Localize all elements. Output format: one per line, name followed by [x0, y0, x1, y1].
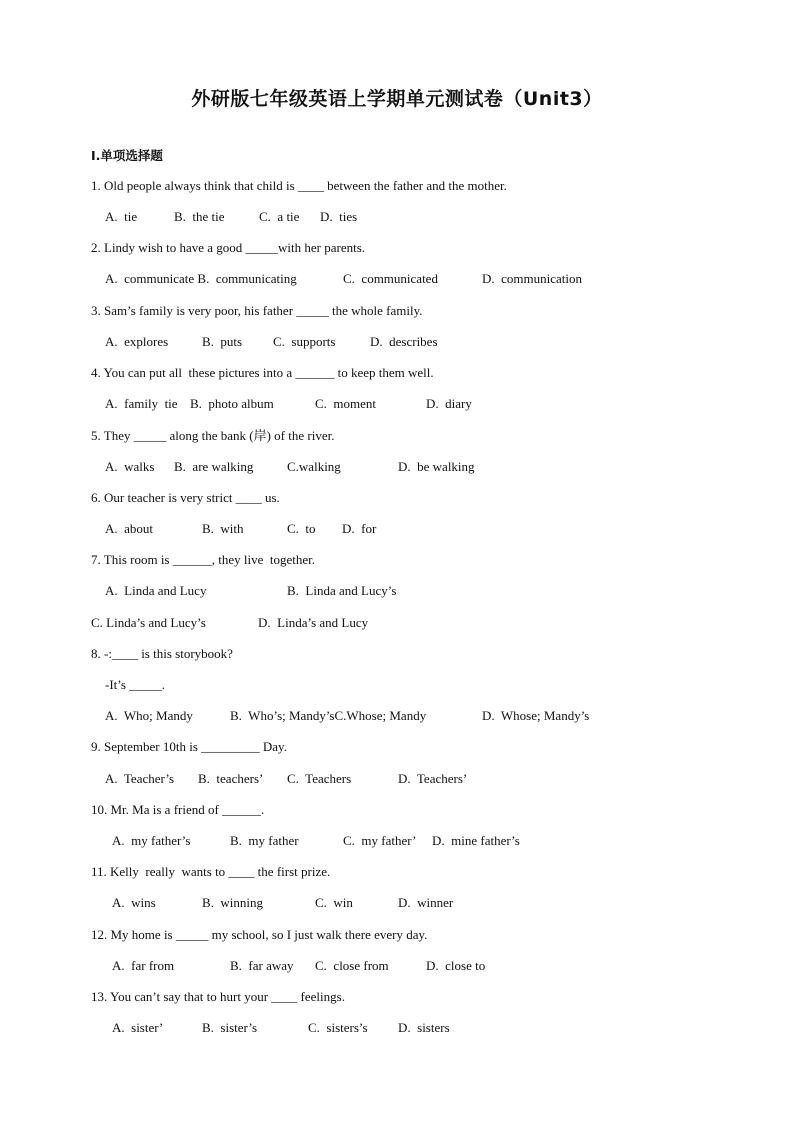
option-d: D. diary — [426, 396, 472, 411]
option-d: D. close to — [426, 958, 486, 973]
question-stem: 10. Mr. Ma is a friend of ______. — [91, 802, 265, 817]
option-b: B. are walking — [174, 459, 254, 474]
option-b: B. teachers’ — [198, 771, 264, 786]
option-b: B. photo album — [190, 396, 274, 411]
question-stem: 9. September 10th is _________ Day. — [91, 739, 287, 754]
option-d: D. mine father’s — [432, 833, 520, 848]
page-title: 外研版七年级英语上学期单元测试卷（Unit3） — [191, 88, 603, 110]
question-stem: 8. -:____ is this storybook? — [91, 646, 233, 661]
option-c: C. Teachers — [287, 771, 352, 786]
option-a: A. Teacher’s — [105, 771, 174, 786]
question-stem: 11. Kelly really wants to ____ the first prize. — [91, 864, 331, 879]
option-a: A. walks — [105, 459, 155, 474]
option-b: B. far away — [230, 958, 294, 973]
option-a: A. Who; Mandy — [105, 708, 193, 723]
option-b: B. Linda and Lucy’s — [287, 583, 397, 598]
option-c: C. a tie — [259, 209, 300, 224]
option-d: D. Teachers’ — [398, 771, 468, 786]
option-c: C.walking — [287, 459, 341, 474]
option-bc: B. Who’s; Mandy’sC.Whose; Mandy — [230, 708, 427, 723]
question-stem: 1. Old people always think that child is ____ between the father and the mother. — [91, 178, 507, 193]
option-c: C. sisters’s — [308, 1020, 368, 1035]
option-c: C. communicated — [343, 271, 438, 286]
option-d: D. for — [342, 521, 377, 536]
option-d: D. communication — [482, 271, 583, 286]
option-a: A. my father’s — [112, 833, 191, 848]
question-stem: 5. They _____ along the bank (岸) of the river. — [91, 428, 335, 443]
option-d: D. Whose; Mandy’s — [482, 708, 590, 723]
option-a: A. far from — [112, 958, 175, 973]
option-b: B. with — [202, 521, 244, 536]
option-d: D. describes — [370, 334, 438, 349]
question-stem: 7. This room is ______, they live together. — [91, 552, 315, 567]
option-c: C. my father’ — [343, 833, 417, 848]
option-c: C. win — [315, 895, 353, 910]
option-a: A. tie — [105, 209, 138, 224]
option-c: C. moment — [315, 396, 377, 411]
option-c: C. supports — [273, 334, 336, 349]
section-heading: I.单项选择题 — [91, 148, 163, 163]
option-a: A. family tie — [105, 396, 178, 411]
question-stem: 13. You can’t say that to hurt your ____ feelings. — [91, 989, 345, 1004]
option-a: A. explores — [105, 334, 169, 349]
option-a: A. sister’ — [112, 1020, 164, 1035]
option-d: D. winner — [398, 895, 454, 910]
option-d: D. sisters — [398, 1020, 450, 1035]
question-stem: 3. Sam’s family is very poor, his father _____ the whole family. — [91, 303, 423, 318]
question-stem: 2. Lindy wish to have a good _____with her parents. — [91, 240, 366, 255]
question-stem: 6. Our teacher is very strict ____ us. — [91, 490, 280, 505]
question-stem: 12. My home is _____ my school, so I just walk there every day. — [91, 927, 428, 942]
option-d: D. be walking — [398, 459, 475, 474]
option-b: B. sister’s — [202, 1020, 258, 1035]
option-a: A. wins — [112, 895, 156, 910]
option-ab: A. communicate B. communicating — [105, 271, 297, 286]
option-b: B. winning — [202, 895, 264, 910]
option-a: A. about — [105, 521, 154, 536]
option-d: D. Linda’s and Lucy — [258, 615, 369, 630]
option-c: C. Linda’s and Lucy’s — [91, 615, 206, 630]
option-b: B. puts — [202, 334, 243, 349]
option-c: C. close from — [315, 958, 389, 973]
option-b: B. the tie — [174, 209, 225, 224]
question-stem-reply: -It’s _____. — [105, 677, 165, 692]
question-stem: 4. You can put all these pictures into a ______ to keep them well. — [91, 365, 434, 380]
option-a: A. Linda and Lucy — [105, 583, 207, 598]
option-b: B. my father — [230, 833, 299, 848]
option-c: C. to — [287, 521, 316, 536]
option-d: D. ties — [320, 209, 358, 224]
